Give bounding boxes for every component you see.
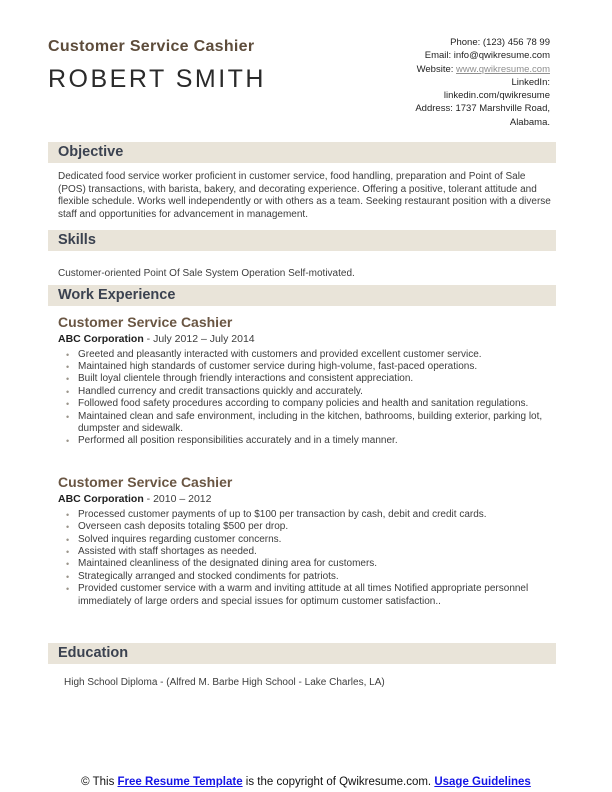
bullet-text: Maintained high standards of customer service during high-volume, fast-paced operations. xyxy=(78,361,478,372)
bullet-item xyxy=(58,373,556,385)
contact-linkedin-label: LinkedIn: xyxy=(511,76,550,88)
bullet-item xyxy=(58,435,556,447)
skills-heading: Skills xyxy=(48,230,556,251)
bullet-item xyxy=(58,411,556,436)
contact-email: Email: info@qwikresume.com xyxy=(424,50,550,62)
bullet-text: Overseen cash deposits totaling $500 per drop. xyxy=(78,521,289,533)
job-title: Customer Service Cashier xyxy=(58,313,233,330)
bullet-marker: • xyxy=(66,436,70,447)
bullet-marker: • xyxy=(66,571,70,582)
bullet-text: Followed food safety procedures according to company policies and health and sanitation regulations. xyxy=(78,398,529,410)
bullet-item xyxy=(58,398,556,410)
bullet-text: Assisted with staff shortages as needed. xyxy=(78,546,257,558)
bullet-marker: • xyxy=(66,522,70,533)
bullet-item xyxy=(58,583,556,608)
copyright-prefix: © This xyxy=(81,775,118,788)
bullet-text: Performed all position responsibilities accurately and in a timely manner. xyxy=(78,435,398,447)
bullet-list xyxy=(58,349,556,448)
bullet-marker: • xyxy=(66,386,70,397)
bullet-item xyxy=(58,558,556,570)
usage-guidelines-link[interactable]: Usage Guidelines xyxy=(434,775,531,788)
contact-address-line1: Address: 1737 Marshville Road, xyxy=(415,103,550,115)
contact-linkedin-value: linkedin.com/qwikresume xyxy=(443,90,550,102)
work-experience-heading: Work Experience xyxy=(48,285,556,306)
skills-text: Customer-oriented Point Of Sale System Operation Self-motivated. xyxy=(58,267,355,279)
contact-website-label: Website: xyxy=(416,63,457,75)
header xyxy=(0,0,612,129)
bullet-item xyxy=(58,546,556,558)
job-dates: - July 2012 – July 2014 xyxy=(143,332,255,345)
section-objective xyxy=(0,142,612,222)
bullet-marker: • xyxy=(66,534,70,545)
contact-address-line2: Alabama. xyxy=(509,116,550,128)
bullet-marker: • xyxy=(66,559,70,570)
copyright-middle: is the copyright of Qwikresume.com. xyxy=(242,775,435,788)
job-entry-2 xyxy=(58,474,556,608)
education-text: High School Diploma - (Alfred M. Barbe High School - Lake Charles, LA) xyxy=(64,677,385,689)
bullet-text: Strategically arranged and stocked condiments for patriots. xyxy=(78,570,339,582)
bullet-item xyxy=(58,361,556,373)
bullet-text: Maintained cleanliness of the designated dining area for customers. xyxy=(78,558,378,570)
contact-phone: Phone: (123) 456 78 99 xyxy=(450,37,550,48)
section-skills xyxy=(0,230,612,281)
job-entry-1 xyxy=(58,314,556,448)
bullet-item xyxy=(58,534,556,546)
job-meta xyxy=(58,493,556,506)
bullet-item xyxy=(58,571,556,583)
doc-title: Customer Service Cashier xyxy=(48,38,255,55)
bullet-item xyxy=(58,349,556,361)
bullet-marker: • xyxy=(66,509,70,520)
bullet-list xyxy=(58,509,556,608)
job-title: Customer Service Cashier xyxy=(58,473,233,490)
candidate-name: ROBERT SMITH xyxy=(48,65,266,93)
bullet-item xyxy=(58,521,556,533)
bullet-marker: • xyxy=(66,399,70,410)
contact-website xyxy=(400,63,550,76)
website-link[interactable]: www.qwikresume.com xyxy=(456,63,550,75)
bullet-marker: • xyxy=(66,547,70,558)
bullet-marker: • xyxy=(66,584,70,595)
bullet-text: Maintained clean and safe environment, including in the kitchen, bathrooms, building exterior, parking lot, dumpster and sidewalk. xyxy=(78,410,543,435)
objective-text: Dedicated food service worker proficient in customer service, food handling, preparation and Point of Sale (POS) transactions, with barista, bakery, and decorating experience. Offering a positive, tolerant attitude and flexible schedule. Works well independently or with others as a team. Seeking restaurant position with a diverse staff and opportunities for advancement in management. xyxy=(58,171,551,221)
job-company: ABC Corporation xyxy=(58,332,144,345)
bullet-text: Greeted and pleasantly interacted with customers and provided excellent customer service. xyxy=(78,348,482,360)
bullet-marker: • xyxy=(66,362,70,372)
education-heading: Education xyxy=(48,643,556,664)
bullet-marker: • xyxy=(66,349,70,360)
contact-block xyxy=(400,36,550,129)
header-left xyxy=(48,30,266,94)
bullet-marker: • xyxy=(66,374,70,385)
bullet-marker: • xyxy=(66,411,70,422)
free-resume-template-link[interactable]: Free Resume Template xyxy=(117,775,243,788)
copyright-text xyxy=(81,775,531,790)
bullet-text: Provided customer service with a warm and inviting attitude at all times Notified appropriate personnel immediately of large orders and special issues for optimum customer satisfaction.. xyxy=(78,583,529,607)
section-education xyxy=(0,643,612,690)
bullet-text: Processed customer payments of up to $100 per transaction by cash, debit and credit cards. xyxy=(78,508,487,520)
bullet-text: Built loyal clientele through friendly interactions and consistent appreciation. xyxy=(78,373,414,385)
job-dates: - 2010 – 2012 xyxy=(143,492,212,505)
objective-heading: Objective xyxy=(48,142,556,163)
footer xyxy=(0,775,612,790)
bullet-text: Solved inquires regarding customer concerns. xyxy=(78,533,282,545)
section-work-experience xyxy=(0,285,612,609)
bullet-item xyxy=(58,386,556,398)
job-company: ABC Corporation xyxy=(58,492,144,505)
job-meta xyxy=(58,333,556,346)
bullet-item xyxy=(58,509,556,521)
bullet-text: Handled currency and credit transactions quickly and accurately. xyxy=(78,385,363,397)
